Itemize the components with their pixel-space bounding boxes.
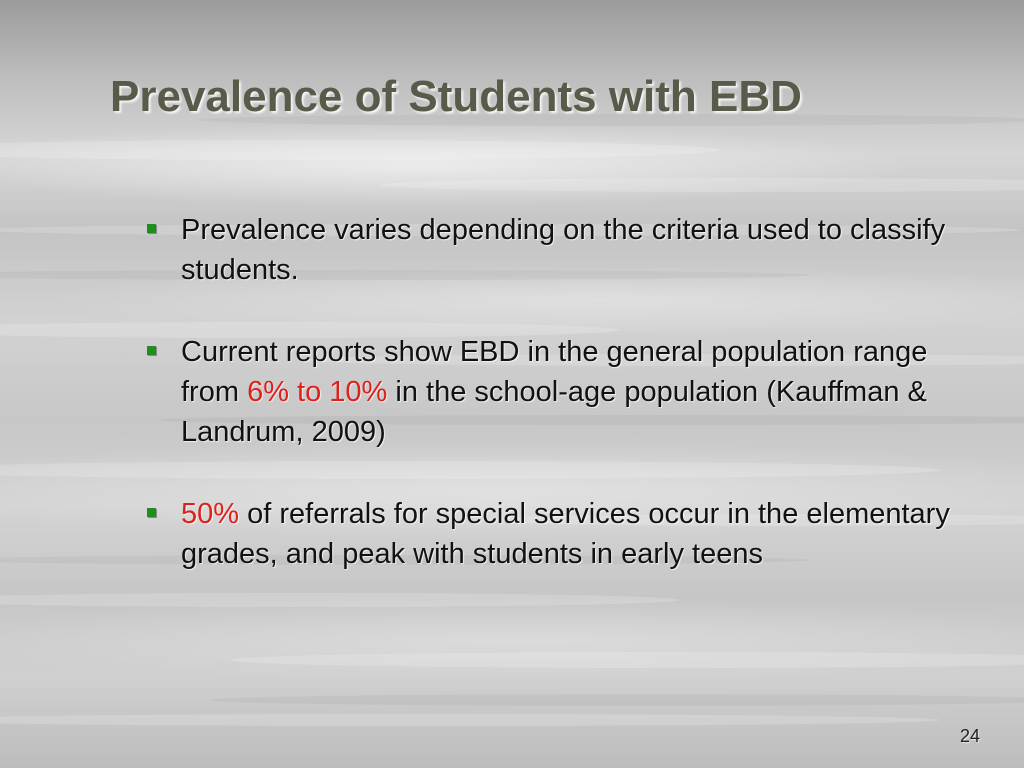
bullet-text-after: in the school-age population (Kauffman & Landrum, 2009) — [181, 376, 927, 448]
square-bullet-icon — [147, 224, 156, 233]
bullet-item-prevalence-criteria — [145, 210, 965, 290]
square-bullet-icon — [147, 346, 156, 355]
page-number: 24 — [959, 726, 980, 746]
square-bullet-icon — [147, 508, 156, 517]
highlight-percentage: 50% — [181, 498, 240, 530]
slide-title: Prevalence of Students with EBD — [110, 72, 802, 121]
bullet-item-referrals — [145, 494, 965, 574]
bullet-text-after: of referrals for special services occur in the elementary grades, and peak with students in early teens — [181, 498, 950, 570]
bullet-list — [145, 210, 965, 574]
bullet-item-current-reports — [145, 332, 965, 452]
bullet-text-before: Current reports show EBD in the general population range from — [181, 336, 928, 408]
bullet-text: Prevalence varies depending on the criteria used to classify students. — [181, 214, 946, 286]
highlight-percentage-range: 6% to 10% — [247, 376, 388, 408]
